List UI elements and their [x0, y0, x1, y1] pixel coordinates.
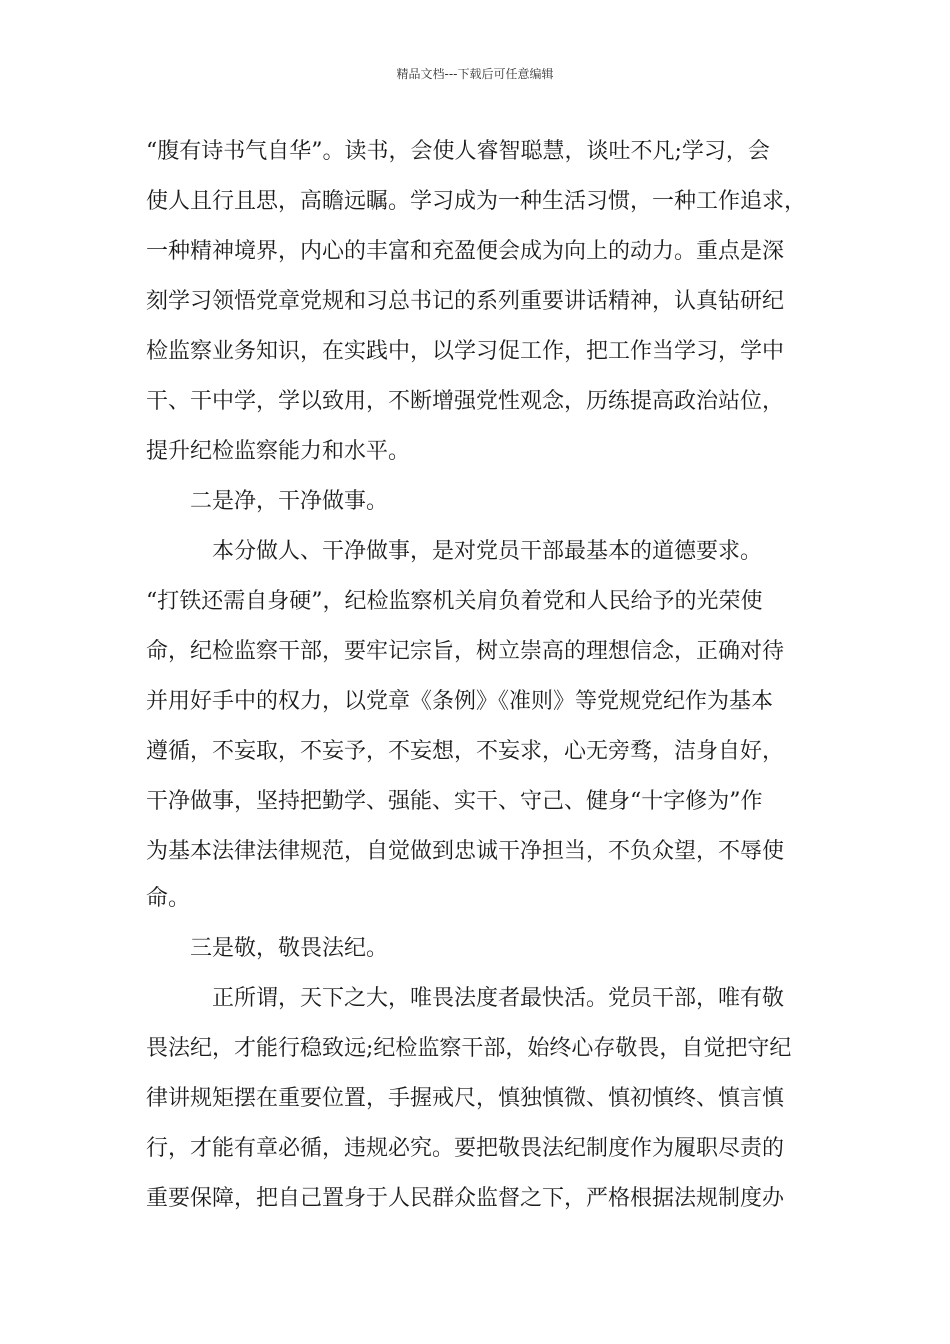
text-line: 干、干中学，学以致用，不断增强党性观念，历练提高政治站位， [146, 389, 785, 414]
text-line: 律讲规矩摆在重要位置，手握戒尺，慎独慎微、慎初慎终、慎言慎 [146, 1086, 785, 1111]
text-line: 本分做人、干净做事，是对党员干部最基本的道德要求。 [212, 539, 763, 564]
text-line: 为基本法律法律规范，自觉做到忠诚干净担当，不负众望，不辱使 [146, 839, 785, 864]
text-line: 命，纪检监察干部，要牢记宗旨，树立崇高的理想信念，正确对待 [146, 639, 785, 664]
text-line: 检监察业务知识，在实践中，以学习促工作，把工作当学习，学中 [146, 339, 785, 364]
text-line: “腹有诗书气自华”。读书，会使人睿智聪慧，谈吐不凡;学习，会 [146, 139, 770, 164]
text-line: 干净做事，坚持把勤学、强能、实干、守己、健身“十字修为”作 [146, 789, 763, 814]
text-line: 并用好手中的权力，以党章《条例》《准则》等党规党纪作为基本 [146, 689, 774, 714]
page-header: 精品文档---下载后可任意编辑 [396, 67, 554, 81]
text-line: 重要保障，把自己置身于人民群众监督之下，严格根据法规制度办 [146, 1186, 785, 1211]
section-heading: 二是净，干净做事。 [190, 489, 389, 514]
text-line: 刻学习领悟党章党规和习总书记的系列重要讲话精神，认真钻研纪 [146, 289, 785, 314]
text-line: 行，才能有章必循，违规必究。要把敬畏法纪制度作为履职尽责的 [146, 1136, 785, 1161]
text-line: “打铁还需自身硬”，纪检监察机关肩负着党和人民给予的光荣使 [146, 589, 763, 614]
text-line: 正所谓，天下之大，唯畏法度者最快活。党员干部，唯有敬 [212, 986, 785, 1011]
text-line: 畏法纪，才能行稳致远;纪检监察干部，始终心存敬畏，自觉把守纪 [146, 1036, 792, 1061]
text-line: 一种精神境界，内心的丰富和充盈便会成为向上的动力。重点是深 [146, 239, 785, 264]
text-line: 遵循，不妄取，不妄予，不妄想，不妄求，心无旁骛，洁身自好， [146, 739, 785, 764]
text-line: 命。 [146, 886, 191, 911]
section-heading: 三是敬，敬畏法纪。 [190, 936, 389, 961]
text-line: 提升纪检监察能力和水平。 [146, 439, 411, 464]
text-line: 使人且行且思，高瞻远瞩。学习成为一种生活习惯，一种工作追求， [146, 189, 807, 214]
